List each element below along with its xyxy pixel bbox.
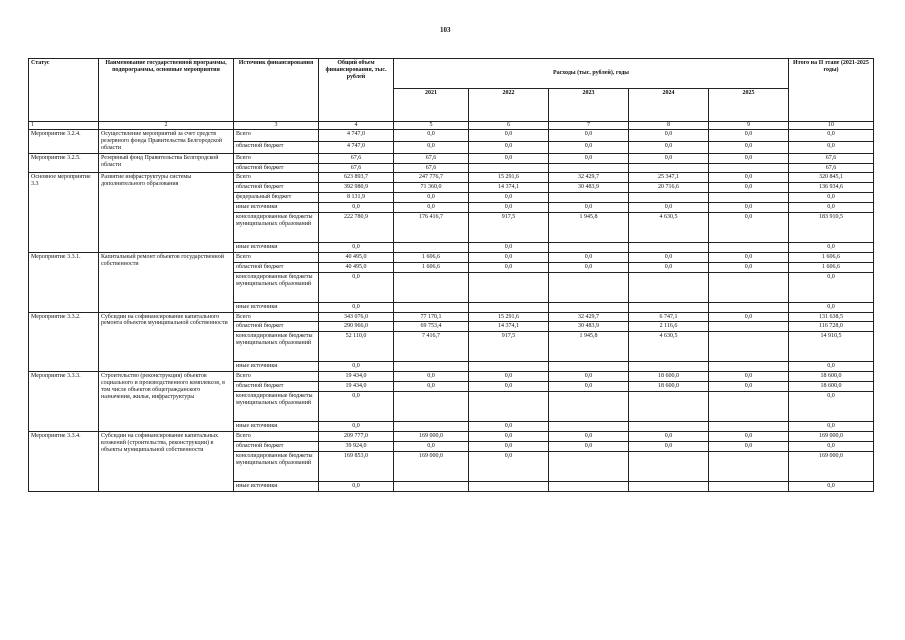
cell-y2025: [709, 322, 789, 332]
row-name: Резервный фонд Правительства Белгородской области: [99, 153, 234, 173]
cell-y2021: 0,0: [394, 141, 469, 153]
cell-y2024: [629, 422, 709, 432]
cell-y2023: 0,0: [549, 203, 629, 213]
cell-y2022: 0,0: [469, 431, 549, 441]
cell-total: 19 434,0: [319, 372, 394, 382]
cell-y2025: [709, 332, 789, 362]
cell-y2025: [709, 302, 789, 312]
cell-y2025: 0,0: [709, 213, 789, 243]
cell-total: 222 780,9: [319, 213, 394, 243]
cell-stage: 0,0: [789, 362, 874, 372]
table-row: [29, 130, 874, 142]
row-source: иные источники: [234, 481, 319, 491]
row-source: Всего: [234, 153, 319, 163]
cell-y2025: 0,0: [709, 382, 789, 392]
cell-stage: 183 910,5: [789, 213, 874, 243]
cell-y2022: 0,0: [469, 203, 549, 213]
cell-stage: 0,0: [789, 441, 874, 451]
cell-y2024: 0,0: [629, 252, 709, 262]
cell-stage: 0,0: [789, 243, 874, 253]
cell-y2024: 4 630,5: [629, 213, 709, 243]
cell-y2021: 247 776,7: [394, 173, 469, 183]
cell-y2022: [469, 272, 549, 302]
cell-y2021: [394, 302, 469, 312]
cell-y2022: 917,5: [469, 213, 549, 243]
cell-y2023: 0,0: [549, 372, 629, 382]
row-source: консолидированные бюджеты муниципальных образований: [234, 392, 319, 422]
cell-y2025: [709, 422, 789, 432]
cell-total: 67,6: [319, 153, 394, 163]
cell-y2024: 0,0: [629, 262, 709, 272]
cell-y2024: 0,0: [629, 153, 709, 163]
column-number: 4: [319, 122, 394, 130]
cell-y2024: 20 716,6: [629, 183, 709, 193]
cell-y2024: 0,0: [629, 141, 709, 153]
header-source: Источник финансирования: [234, 59, 319, 122]
cell-y2024: [629, 481, 709, 491]
row-source: консолидированные бюджеты муниципальных образований: [234, 451, 319, 481]
cell-y2023: [549, 392, 629, 422]
cell-y2022: 15 291,6: [469, 173, 549, 183]
cell-y2025: 0,0: [709, 173, 789, 183]
column-number: 8: [629, 122, 709, 130]
cell-stage: 0,0: [789, 392, 874, 422]
cell-y2021: 0,0: [394, 193, 469, 203]
row-name: Строительство (реконструкция) объектов социального и производственного комплексов, в том числе объектов общегражданского назначения, жилья, инфраструктуры: [99, 372, 234, 432]
cell-y2025: 0,0: [709, 130, 789, 142]
cell-stage: 0,0: [789, 193, 874, 203]
cell-y2021: 67,6: [394, 153, 469, 163]
cell-y2025: [709, 362, 789, 372]
row-name: Субсидии на софинансирование капитальных вложений (строительства, реконструкции) в объекты муниципальной собственности: [99, 431, 234, 491]
cell-y2024: 4 630,5: [629, 332, 709, 362]
cell-y2023: [549, 302, 629, 312]
cell-y2023: [549, 481, 629, 491]
cell-y2022: 0,0: [469, 130, 549, 142]
cell-y2021: 0,0: [394, 382, 469, 392]
row-status: Мероприятие 3.3.2.: [29, 312, 99, 372]
cell-y2025: 0,0: [709, 372, 789, 382]
row-source: консолидированные бюджеты муниципальных образований: [234, 213, 319, 243]
row-source: Всего: [234, 130, 319, 142]
column-number: 2: [99, 122, 234, 130]
row-name: Осуществление мероприятий за счет средств резервного фонда Правительства Белгородской области: [99, 130, 234, 154]
cell-stage: 0,0: [789, 203, 874, 213]
row-status: Мероприятие 3.3.1.: [29, 252, 99, 312]
cell-y2024: [629, 272, 709, 302]
row-source: областной бюджет: [234, 163, 319, 173]
cell-y2022: 0,0: [469, 153, 549, 163]
cell-stage: 67,6: [789, 163, 874, 173]
row-source: областной бюджет: [234, 183, 319, 193]
row-source: федеральный бюджет: [234, 193, 319, 203]
cell-total: 19 434,0: [319, 382, 394, 392]
cell-stage: 0,0: [789, 272, 874, 302]
cell-y2022: 14 374,1: [469, 322, 549, 332]
header-year: 2025: [709, 89, 789, 122]
cell-y2021: 0,0: [394, 441, 469, 451]
cell-y2022: 0,0: [469, 243, 549, 253]
row-name: Развитие инфраструктуры системы дополнительного образования: [99, 173, 234, 252]
cell-y2023: [549, 243, 629, 253]
cell-y2024: [629, 302, 709, 312]
cell-y2021: 1 606,6: [394, 262, 469, 272]
column-number: 7: [549, 122, 629, 130]
cell-stage: 14 910,5: [789, 332, 874, 362]
cell-total: 0,0: [319, 362, 394, 372]
cell-y2024: 18 600,0: [629, 372, 709, 382]
header-name: Наименование государственной программы, подпрограммы, основные мероприятия: [99, 59, 234, 122]
cell-y2025: [709, 272, 789, 302]
cell-y2024: 0,0: [629, 130, 709, 142]
table-row: [29, 312, 874, 322]
cell-y2021: [394, 481, 469, 491]
cell-total: 343 076,0: [319, 312, 394, 322]
cell-y2023: 0,0: [549, 252, 629, 262]
cell-y2023: 32 429,7: [549, 312, 629, 322]
row-status: Основное мероприятие 3.3: [29, 173, 99, 252]
header-year: 2024: [629, 89, 709, 122]
cell-y2023: 1 945,8: [549, 213, 629, 243]
cell-y2023: 0,0: [549, 441, 629, 451]
cell-y2024: [629, 163, 709, 173]
row-status: Мероприятие 3.3.4.: [29, 431, 99, 491]
cell-total: 290 966,0: [319, 322, 394, 332]
cell-y2022: 0,0: [469, 252, 549, 262]
cell-stage: 18 600,0: [789, 382, 874, 392]
cell-y2021: 7 416,7: [394, 332, 469, 362]
table-row: [29, 372, 874, 382]
row-source: областной бюджет: [234, 141, 319, 153]
cell-y2024: 18 600,0: [629, 382, 709, 392]
cell-y2021: 169 000,0: [394, 431, 469, 441]
cell-y2023: [549, 422, 629, 432]
cell-y2023: 30 483,9: [549, 183, 629, 193]
cell-y2023: 0,0: [549, 431, 629, 441]
row-status: Мероприятие 3.3.3.: [29, 372, 99, 432]
cell-total: 392 980,9: [319, 183, 394, 193]
cell-stage: 169 000,0: [789, 451, 874, 481]
cell-total: 0,0: [319, 481, 394, 491]
table-row: [29, 173, 874, 183]
cell-y2025: [709, 392, 789, 422]
cell-y2022: 0,0: [469, 372, 549, 382]
cell-y2021: [394, 272, 469, 302]
column-number: 10: [789, 122, 874, 130]
cell-y2022: 917,5: [469, 332, 549, 362]
header-year: 2022: [469, 89, 549, 122]
cell-y2021: 0,0: [394, 372, 469, 382]
row-source: Всего: [234, 173, 319, 183]
row-source: Всего: [234, 431, 319, 441]
cell-y2021: 0,0: [394, 130, 469, 142]
row-source: иные источники: [234, 362, 319, 372]
cell-y2025: 0,0: [709, 252, 789, 262]
cell-y2025: [709, 481, 789, 491]
cell-total: 67,6: [319, 163, 394, 173]
row-source: консолидированные бюджеты муниципальных образований: [234, 272, 319, 302]
column-number: 1: [29, 122, 99, 130]
cell-total: 40 495,0: [319, 252, 394, 262]
cell-y2021: [394, 392, 469, 422]
column-number: 3: [234, 122, 319, 130]
row-source: иные источники: [234, 302, 319, 312]
cell-total: 39 924,0: [319, 441, 394, 451]
cell-stage: 67,6: [789, 153, 874, 163]
header-year: 2021: [394, 89, 469, 122]
cell-stage: 136 934,6: [789, 183, 874, 193]
cell-y2023: 0,0: [549, 382, 629, 392]
cell-y2022: [469, 362, 549, 372]
cell-y2025: 0,0: [709, 431, 789, 441]
header-status: Статус: [29, 59, 99, 122]
row-source: иные источники: [234, 243, 319, 253]
cell-y2022: 14 374,1: [469, 183, 549, 193]
cell-y2024: 0,0: [629, 203, 709, 213]
cell-y2025: 0,0: [709, 203, 789, 213]
cell-y2025: 0,0: [709, 141, 789, 153]
cell-y2022: 0,0: [469, 141, 549, 153]
cell-stage: 1 606,6: [789, 252, 874, 262]
cell-y2025: [709, 193, 789, 203]
header-year: 2023: [549, 89, 629, 122]
cell-y2023: [549, 451, 629, 481]
cell-y2024: 2 116,6: [629, 322, 709, 332]
cell-total: 0,0: [319, 272, 394, 302]
cell-y2022: 0,0: [469, 193, 549, 203]
cell-y2021: [394, 422, 469, 432]
cell-y2025: [709, 243, 789, 253]
cell-y2021: 0,0: [394, 203, 469, 213]
header-stage-total: Итого на II этапе (2021-2025 годы): [789, 59, 874, 122]
row-source: областной бюджет: [234, 441, 319, 451]
cell-y2025: [709, 163, 789, 173]
cell-y2023: 0,0: [549, 153, 629, 163]
cell-total: 4 747,0: [319, 130, 394, 142]
cell-y2024: 0,0: [629, 431, 709, 441]
cell-y2023: 0,0: [549, 141, 629, 153]
cell-stage: 0,0: [789, 141, 874, 153]
cell-y2022: 0,0: [469, 262, 549, 272]
cell-y2023: 0,0: [549, 130, 629, 142]
cell-y2024: [629, 392, 709, 422]
cell-y2025: 0,0: [709, 183, 789, 193]
cell-stage: 169 000,0: [789, 431, 874, 441]
cell-y2022: [469, 302, 549, 312]
cell-total: 0,0: [319, 302, 394, 312]
financing-table: [28, 58, 874, 492]
cell-y2023: 0,0: [549, 262, 629, 272]
cell-total: 0,0: [319, 422, 394, 432]
cell-y2024: 25 347,1: [629, 173, 709, 183]
cell-y2023: 32 429,7: [549, 173, 629, 183]
table-row: [29, 431, 874, 441]
cell-y2023: [549, 362, 629, 372]
cell-y2024: 6 747,1: [629, 312, 709, 322]
cell-y2022: 0,0: [469, 441, 549, 451]
row-source: областной бюджет: [234, 262, 319, 272]
cell-y2022: [469, 163, 549, 173]
cell-y2025: 0,0: [709, 153, 789, 163]
row-name: Капитальный ремонт объектов государственной собственности: [99, 252, 234, 312]
header-expenses: Расходы (тыс. рублей), годы: [394, 59, 789, 89]
row-source: консолидированные бюджеты муниципальных образований: [234, 332, 319, 362]
cell-y2022: 15 291,6: [469, 312, 549, 322]
cell-y2025: 0,0: [709, 441, 789, 451]
cell-y2024: 0,0: [629, 441, 709, 451]
cell-y2021: 71 360,0: [394, 183, 469, 193]
cell-stage: 1 606,6: [789, 262, 874, 272]
row-source: Всего: [234, 312, 319, 322]
row-source: иные источники: [234, 203, 319, 213]
cell-stage: 131 638,5: [789, 312, 874, 322]
cell-stage: 18 600,0: [789, 372, 874, 382]
column-number: 6: [469, 122, 549, 130]
cell-total: 8 131,9: [319, 193, 394, 203]
cell-total: 623 893,7: [319, 173, 394, 183]
row-source: иные источники: [234, 422, 319, 432]
cell-y2021: [394, 362, 469, 372]
cell-y2025: [709, 451, 789, 481]
cell-total: 4 747,0: [319, 141, 394, 153]
cell-y2025: 0,0: [709, 312, 789, 322]
row-status: Мероприятие 3.2.4.: [29, 130, 99, 154]
row-status: Мероприятие 3.2.5.: [29, 153, 99, 173]
cell-y2022: 0,0: [469, 382, 549, 392]
cell-y2021: 176 416,7: [394, 213, 469, 243]
cell-y2023: 1 945,8: [549, 332, 629, 362]
cell-y2024: [629, 451, 709, 481]
header-total: Общий объем финансирования, тыс. рублей: [319, 59, 394, 122]
cell-y2022: 0,0: [469, 422, 549, 432]
column-number: 9: [709, 122, 789, 130]
cell-y2023: 30 483,9: [549, 322, 629, 332]
cell-total: 0,0: [319, 203, 394, 213]
page-number: 103: [440, 26, 451, 34]
table-body: [29, 130, 874, 492]
cell-y2021: 69 753,4: [394, 322, 469, 332]
row-name: Субсидии на софинансирование капитального ремонта объектов муниципальной собственности: [99, 312, 234, 372]
cell-stage: 116 728,0: [789, 322, 874, 332]
cell-y2022: [469, 392, 549, 422]
column-number-row: [29, 122, 874, 130]
cell-y2022: [469, 481, 549, 491]
row-source: областной бюджет: [234, 322, 319, 332]
cell-stage: 0,0: [789, 130, 874, 142]
table-row: [29, 252, 874, 262]
cell-y2021: 169 000,0: [394, 451, 469, 481]
cell-stage: 320 845,1: [789, 173, 874, 183]
table-row: [29, 153, 874, 163]
cell-y2021: 67,6: [394, 163, 469, 173]
cell-stage: 0,0: [789, 481, 874, 491]
cell-total: 209 777,0: [319, 431, 394, 441]
cell-y2025: 0,0: [709, 262, 789, 272]
cell-stage: 0,0: [789, 302, 874, 312]
column-number: 5: [394, 122, 469, 130]
cell-total: 52 110,0: [319, 332, 394, 362]
cell-total: 0,0: [319, 243, 394, 253]
cell-stage: 0,0: [789, 422, 874, 432]
cell-y2024: [629, 193, 709, 203]
cell-y2023: [549, 163, 629, 173]
cell-y2023: [549, 272, 629, 302]
cell-y2021: 77 170,1: [394, 312, 469, 322]
cell-total: 40 495,0: [319, 262, 394, 272]
cell-y2022: 0,0: [469, 451, 549, 481]
cell-y2024: [629, 362, 709, 372]
cell-y2024: [629, 243, 709, 253]
cell-total: 169 853,0: [319, 451, 394, 481]
row-source: Всего: [234, 372, 319, 382]
row-source: Всего: [234, 252, 319, 262]
row-source: областной бюджет: [234, 382, 319, 392]
cell-y2021: 1 606,6: [394, 252, 469, 262]
cell-y2023: [549, 193, 629, 203]
cell-total: 0,0: [319, 392, 394, 422]
cell-y2021: [394, 243, 469, 253]
